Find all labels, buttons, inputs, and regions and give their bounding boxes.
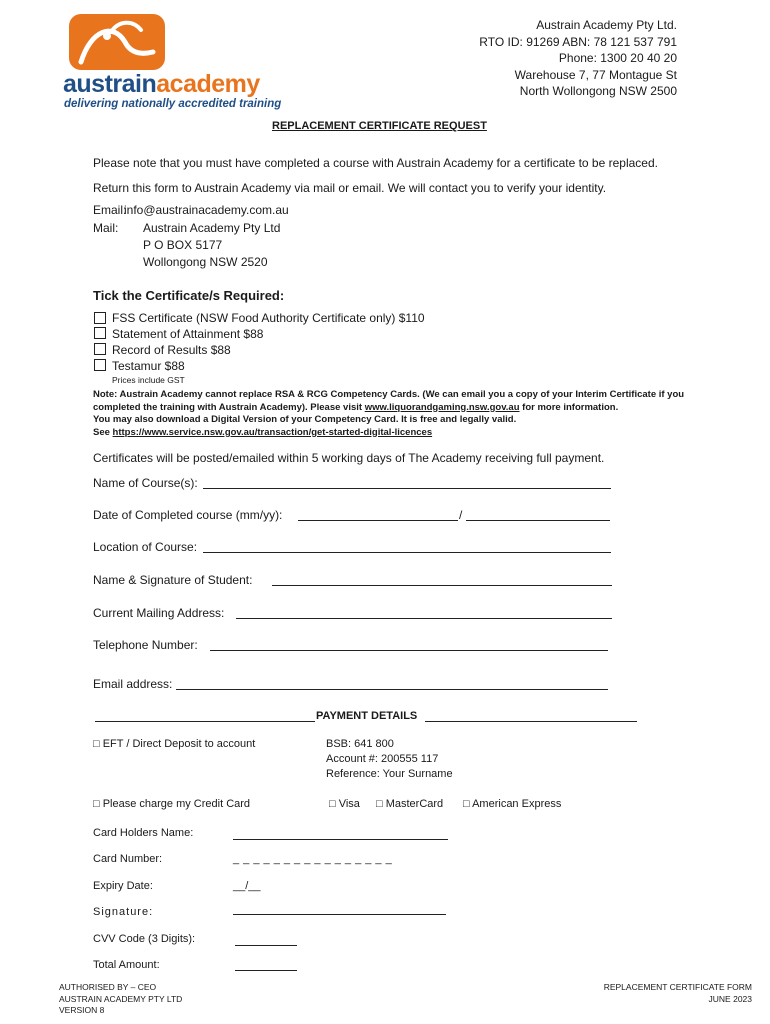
note-line-2-end: for more information. bbox=[519, 401, 619, 413]
eft-option[interactable]: □ EFT / Direct Deposit to account bbox=[93, 738, 256, 750]
option-fss: FSS Certificate (NSW Food Authority Certificate only) $110 bbox=[112, 311, 425, 325]
email-value[interactable]: info@austrainacademy.com.au bbox=[124, 203, 289, 217]
cvv-field[interactable] bbox=[235, 945, 297, 946]
expiry-field[interactable]: __/__ bbox=[233, 880, 261, 892]
company-address-1: Warehouse 7, 77 Montague St bbox=[514, 67, 677, 82]
note-line-1: Note: Austrain Academy cannot replace RSA & RCG Competency Cards. (We can email you a copy of your Interim Certificate if you bbox=[93, 389, 685, 400]
payment-rule-right bbox=[425, 721, 637, 722]
total-label: Total Amount: bbox=[93, 959, 160, 971]
email-address-field[interactable] bbox=[176, 689, 608, 690]
liquor-gaming-link[interactable]: www.liquorandgaming.nsw.gov.au bbox=[364, 401, 520, 413]
mail-label: Mail: bbox=[93, 221, 119, 235]
mail-line-1: Austrain Academy Pty Ltd bbox=[143, 221, 281, 235]
note-line-2 bbox=[93, 402, 684, 415]
logo-word-austrain: austrain bbox=[63, 70, 157, 98]
visa-option[interactable]: □ Visa bbox=[329, 798, 360, 810]
mailing-label: Current Mailing Address: bbox=[93, 606, 225, 620]
note-line-4 bbox=[93, 427, 684, 440]
location-field[interactable] bbox=[203, 552, 611, 553]
footer-date: JUNE 2023 bbox=[708, 993, 752, 1004]
signature-field[interactable] bbox=[233, 914, 446, 915]
service-nsw-link[interactable]: https://www.service.nsw.gov.au/transaction/get-started-digital-licences bbox=[112, 426, 433, 438]
student-field[interactable] bbox=[272, 585, 612, 586]
credit-card-option[interactable]: □ Please charge my Credit Card bbox=[93, 798, 251, 810]
footer-authorised: AUTHORISED BY – CEO bbox=[59, 982, 157, 992]
page-title: REPLACEMENT CERTIFICATE REQUEST bbox=[272, 120, 487, 132]
mail-line-3: Wollongong NSW 2520 bbox=[143, 255, 268, 269]
total-field[interactable] bbox=[235, 970, 297, 971]
option-record: Record of Results $88 bbox=[112, 343, 231, 357]
completed-year-field[interactable] bbox=[466, 520, 610, 521]
amex-option[interactable]: □ American Express bbox=[463, 798, 562, 810]
checkbox-fss[interactable] bbox=[94, 312, 106, 324]
date-separator: / bbox=[459, 508, 463, 522]
payment-title: PAYMENT DETAILS bbox=[316, 710, 418, 722]
mastercard-option[interactable]: □ MasterCard bbox=[376, 798, 444, 810]
note-line-2-text: completed the training with Austrain Academy). Please visit bbox=[93, 401, 365, 413]
intro-line-2: Return this form to Austrain Academy via mail or email. We will contact you to verify your identity. bbox=[93, 181, 607, 195]
completed-date-label: Date of Completed course (mm/yy): bbox=[93, 508, 283, 522]
checkbox-statement[interactable] bbox=[94, 327, 106, 339]
company-logo bbox=[55, 12, 295, 112]
intro-line-1: Please note that you must have completed a course with Austrain Academy for a certificate to be replaced. bbox=[93, 156, 658, 170]
telephone-label: Telephone Number: bbox=[93, 638, 198, 652]
footer-company: AUSTRAIN ACADEMY PTY LTD bbox=[59, 993, 183, 1004]
email-address-label: Email address: bbox=[93, 677, 173, 691]
card-number-label: Card Number: bbox=[93, 853, 163, 865]
bsb: BSB: 641 800 bbox=[326, 738, 394, 750]
cvv-label: CVV Code (3 Digits): bbox=[93, 933, 196, 945]
signature-label: Signature: bbox=[93, 906, 154, 918]
company-phone: Phone: 1300 20 40 20 bbox=[558, 51, 677, 65]
note-line-4-text: See bbox=[93, 426, 113, 438]
checkbox-record[interactable] bbox=[94, 343, 106, 355]
delivery-note: Certificates will be posted/emailed within 5 working days of The Academy receiving full payment. bbox=[93, 451, 605, 465]
logo-emblem bbox=[67, 12, 167, 74]
checkbox-testamur[interactable] bbox=[94, 359, 106, 371]
logo-word-academy: academy bbox=[156, 70, 260, 98]
payment-rule-left bbox=[95, 721, 315, 722]
completed-month-field[interactable] bbox=[298, 520, 458, 521]
email-label: Email: bbox=[93, 203, 127, 217]
location-label: Location of Course: bbox=[93, 540, 198, 554]
company-rto: RTO ID: 91269 ABN: 78 121 537 791 bbox=[479, 34, 677, 49]
student-label: Name & Signature of Student: bbox=[93, 573, 253, 587]
card-number-field[interactable]: _ _ _ _ _ _ _ _ _ _ _ _ _ _ _ _ bbox=[233, 853, 393, 865]
footer-form-name: REPLACEMENT CERTIFICATE FORM bbox=[603, 982, 752, 992]
mailing-field[interactable] bbox=[236, 618, 612, 619]
logo-tagline: delivering nationally accredited training bbox=[64, 98, 282, 110]
company-address-2: North Wollongong NSW 2500 bbox=[519, 84, 677, 98]
card-holder-field[interactable] bbox=[233, 839, 448, 840]
course-name-field[interactable] bbox=[203, 488, 611, 489]
option-testamur: Testamur $88 bbox=[112, 359, 185, 373]
option-statement: Statement of Attainment $88 bbox=[112, 327, 264, 341]
price-note: Prices include GST bbox=[112, 375, 185, 385]
company-name: Austrain Academy Pty Ltd. bbox=[536, 18, 677, 32]
course-name-label: Name of Course(s): bbox=[93, 476, 198, 490]
mail-line-2: P O BOX 5177 bbox=[143, 238, 223, 252]
note-block bbox=[93, 389, 684, 439]
reference: Reference: Your Surname bbox=[326, 768, 453, 780]
telephone-field[interactable] bbox=[210, 650, 608, 651]
certificates-heading: Tick the Certificate/s Required: bbox=[93, 288, 285, 303]
logo-wordmark bbox=[63, 70, 260, 99]
account-number: Account #: 200555 117 bbox=[326, 753, 439, 765]
expiry-label: Expiry Date: bbox=[93, 880, 153, 892]
footer-left bbox=[59, 982, 182, 1017]
card-holder-label: Card Holders Name: bbox=[93, 827, 194, 839]
company-details bbox=[479, 17, 677, 100]
footer-right bbox=[604, 982, 752, 1005]
note-line-3: You may also download a Digital Version of your Competency Card. It is free and legally valid. bbox=[93, 414, 517, 425]
footer-version: VERSION 8 bbox=[59, 1005, 105, 1015]
